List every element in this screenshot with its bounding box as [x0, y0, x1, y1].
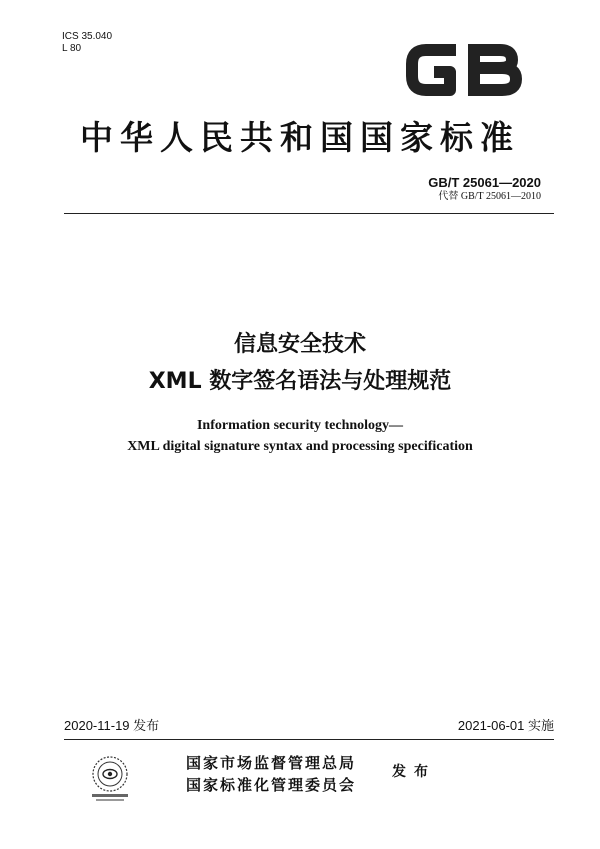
release-label: 发布 — [392, 764, 436, 780]
ics-code: ICS 35.040 — [62, 31, 113, 42]
anti-counterfeit-seal-icon — [86, 752, 138, 804]
title-cn-line1: 信息安全技术 — [233, 332, 366, 357]
standard-category: 中华人民共和国国家标准 — [80, 118, 520, 157]
title-en-line1: Information security technology— — [196, 418, 404, 433]
standard-replaces: 代替 GB/T 25061—2010 — [438, 191, 541, 202]
header-divider — [64, 213, 554, 214]
title-en-line2: XML digital signature syntax and processing specification — [127, 439, 473, 454]
ccs-code: L 80 — [62, 43, 82, 54]
gb-logo — [404, 34, 524, 104]
title-cn-line2: XML 数字签名语法与处理规范 — [148, 369, 452, 394]
standard-number: GB/T 25061—2020 — [428, 175, 541, 190]
classification-codes — [62, 31, 112, 55]
issuer-sac: 国家标准化管理委员会 — [186, 776, 357, 794]
issuer-samr: 国家市场监督管理总局 — [186, 754, 357, 772]
implementation-date: 2021-06-01 实施 — [457, 718, 554, 733]
footer-divider — [64, 739, 554, 740]
issuing-bodies — [186, 752, 356, 796]
issue-date: 2020-11-19 发布 — [64, 718, 160, 733]
